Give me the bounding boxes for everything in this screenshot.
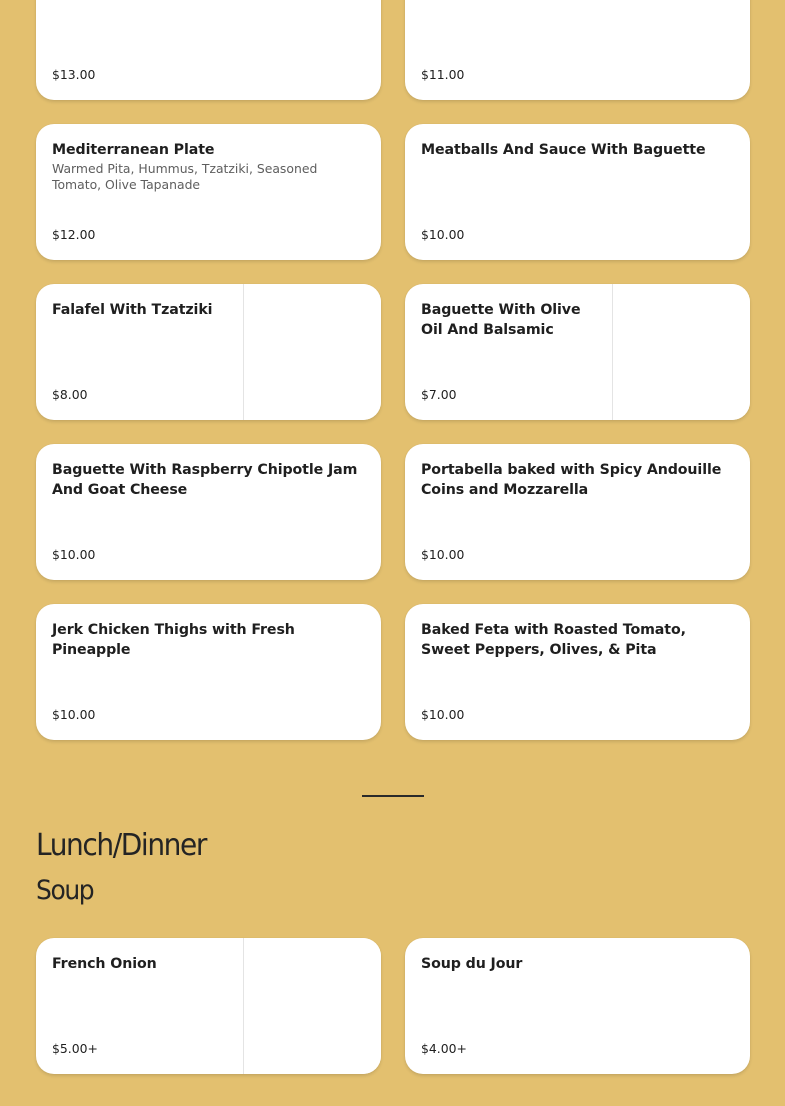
menu-item-card-mediterranean-plate[interactable] [36,124,381,260]
menu-item-card-meatballs[interactable] [405,124,750,260]
category-title: Soup [36,874,94,906]
menu-item-card-baguette-olive-oil[interactable] [405,284,750,420]
menu-title: Lunch/Dinner [36,827,206,863]
menu-item-image [243,938,381,1074]
menu-item-price: $10.00 [52,707,96,722]
menu-item-name: Jerk Chicken Thighs with Fresh Pineapple [52,622,295,658]
menu-item-card-baguette-raspberry[interactable] [36,444,381,580]
menu-item-name: Baguette With Raspberry Chipotle Jam And Goat Cheese [52,462,358,498]
menu-item-price: $4.00+ [421,1041,467,1056]
menu-item-name: Falafel With Tzatziki [52,302,213,318]
menu-item-price: $7.00 [421,387,457,402]
menu-item-card[interactable] [36,0,381,100]
menu-item-name: Meatballs And Sauce With Baguette [421,142,706,158]
menu-item-image [243,284,381,420]
menu-item-name: Mediterranean Plate [52,142,215,158]
menu-item-card-baked-feta[interactable] [405,604,750,740]
menu-item-price: $10.00 [52,547,96,562]
menu-item-image [612,284,750,420]
menu-item-card-french-onion[interactable] [36,938,381,1074]
menu-item-name: Baked Feta with Roasted Tomato, Sweet Peppers, Olives, & Pita [421,622,686,658]
menu-item-name: French Onion [52,956,157,972]
menu-item-description: Warmed Pita, Hummus, Tzatziki, Seasoned Tomato, Olive Tapanade [52,161,318,192]
menu-item-name: Baguette With Olive Oil And Balsamic [421,302,581,338]
menu-item-card-soup-du-jour[interactable] [405,938,750,1074]
menu-item-card-falafel[interactable] [36,284,381,420]
menu-item-price: $5.00+ [52,1041,98,1056]
menu-item-price: $10.00 [421,707,465,722]
menu-item-price: $13.00 [52,67,96,82]
menu-item-price: $12.00 [52,227,96,242]
menu-item-price: $11.00 [421,67,465,82]
menu-item-name: Portabella baked with Spicy Andouille Coins and Mozzarella [421,462,722,498]
menu-item-name: Soup du Jour [421,956,523,972]
menu-item-price: $10.00 [421,227,465,242]
menu-item-card-portabella[interactable] [405,444,750,580]
section-divider [362,795,424,797]
menu-item-price: $8.00 [52,387,88,402]
menu-item-price: $10.00 [421,547,465,562]
menu-item-card[interactable] [405,0,750,100]
menu-item-card-jerk-chicken[interactable] [36,604,381,740]
